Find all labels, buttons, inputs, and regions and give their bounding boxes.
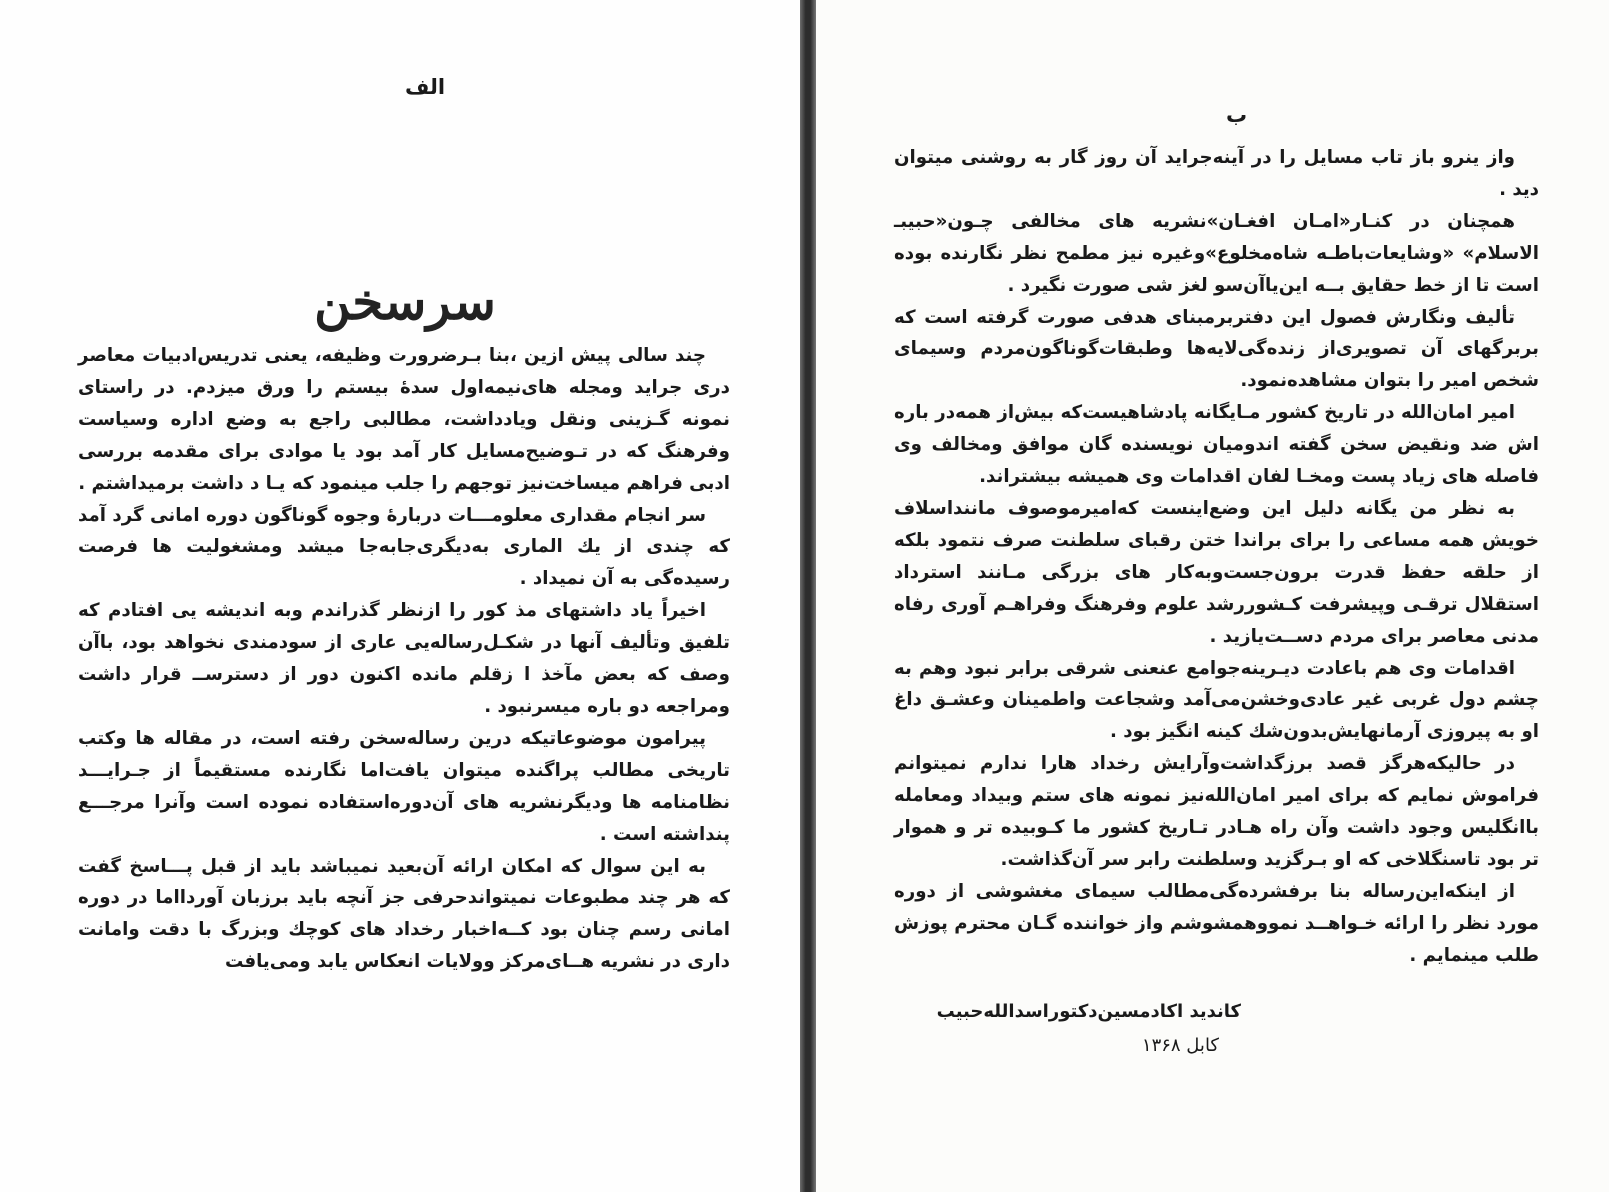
right-page-body <box>894 142 1539 972</box>
paragraph: به نظر من یگانه دلیل این وضع‌اینست که‌امیرموصوف مانند‌اسلاف خویش همه مساعی را برای براندا ختن رقبای سلطنت صرف نتمود بلکه از حلقه حفظ قدرت برون‌جست‌وبه‌کار های بزرگی مـانند استرداد استقلال ترقـی وپیشرفت کـشوررشد علوم وفرهنگ وفراهـم آوری رفاه مدنی معاصر برای مردم دســت‌یازید . <box>894 497 1539 647</box>
left-page-body <box>78 340 730 978</box>
paragraph: در حالیکه‌هرگز قصد برزگداشت‌وآرایش رخداد هارا ندارم نمیتوانم فراموش نمایم که برای امیر امان‌الله‌نیز نمونه های ستم وبیداد ومعامله باانگلیس وجود داشت وآن راه هـادر تـاریخ کشور ما کـوبیده تر و هموار تر بود تاسنگلاخی که او بـرگزید وسلطنت رابر سر آن‌گذاشت. <box>894 753 1539 870</box>
paragraph: تألیف ونگارش فصول این دفتربرمبنای هدفی صورت گرفته است که بربرگهای آن تصویری‌از زنده‌گی‌لایه‌ها وطبقات‌گوناگون‌مردم وسیمای شخص امیر را بتوان مشاهده‌نمود. <box>894 306 1539 392</box>
paragraph: امیر امان‌الله در تاریخ کشور مـایگانه پادشاهیست‌که بیش‌از همه‌در باره اش ضد ونقیض سخن گفته اندومیان نویسنده گان موافق ومخالف وی فاصله های زیاد پست ومخـا لفان اقدامات وی همیشه بیشترا‌ند. <box>894 402 1539 488</box>
paragraph: واز ینرو باز تاب مسایل را در آینه‌جراید آن روز گار به روشنی میتوان دید . <box>894 147 1539 200</box>
paragraph: پیرامون موضوعاتیکه درین رساله‌سخن رفته است، در مقاله ها وکتب تاریخی مطالب پراگنده میتوان یافت‌اما نگارنده مستقیماً از جـرایـــد نظامنامه ها ودیگرنشریه های آن‌دوره‌استفاده نموده است وآنرا مرجـــع پنداشته است . <box>78 727 730 845</box>
book-gutter <box>800 0 816 1192</box>
author-name: کاندید اکادمسین‌دکتوراسدالله‌حبیب <box>936 1001 1241 1022</box>
paragraph: سر انجام مقداری معلومـــات دربارهٔ وجوه گوناگون دوره امانی گرد آمد که چندی از یك الماری به‌دیگری‌جابه‌جا میشد ومشغولیت ها فرصت رسیده‌گی به آن نمیداد . <box>78 504 730 590</box>
left-page <box>0 0 800 1192</box>
right-page <box>816 0 1609 1192</box>
paragraph: اخیراً یاد داشتهای مذ کور را ازنظر گذراندم وبه اندیشه یی افتادم که تلفیق وتألیف آنها در شکـل‌رساله‌یی عاری از سودمندی نخواهد بود، باآن وصف که بعض مآخذ ا زقلم مانده اکنون دور از دسترســ قرار داشت ومراجعه دو باره میسرنبود . <box>78 600 730 717</box>
page-letter-left: الف <box>405 75 446 99</box>
paragraph: همچنان در کنـار‌«امـان افغـان»نشریه های مخالفی چـون«حبیبـ الاسلام» «وشایعات‌باطـه شاه‌مخلوع»وغیره نیز مطمح نظر نگارنده بوده است تا از خط حقایق بــه این‌یاآن‌سو لغز شی صورت نگیرد . <box>894 210 1539 296</box>
author-signature <box>916 995 1241 1063</box>
paragraph: به این سوال که امکان ارائه آن‌بعید نمیباشد باید از قبل پـــاسخ گفت که هر چند مطبوعات نمیتواند‌حرفی جز آنچه باید برزبان آوردااما در دوره امانی رسم چنان بود کــه‌اخبار رخداد های کوچك وبزرگ با دقت وامانت داری در نشریه هــای‌مرکز وولایات انعکاس یابد ومی‌یافت <box>78 855 730 973</box>
page-heading: سرسخن <box>314 272 496 331</box>
place-date: کابل ۱۳۶۸ <box>1141 1035 1219 1056</box>
paragraph: از اینکه‌این‌رساله بنا برفشرده‌گی‌مطالب سیمای مغشوشی از دوره مورد نظر را ارائه خـواهــد نمووهمشوشم واز خواننده گـان محترم پوزش طلب مینمایم . <box>894 880 1539 966</box>
paragraph: اقدامات وی هم باعادت دیـرینه‌جوامع عنعنی شرقی برابر نبود وهم به چشم دول غربی غیر عادی‌وخشن‌می‌آمد وشجاعت واطمینان وعشـق داغ او به پیروزی آرمانهایش‌بدون‌شك کینه انگیز بود . <box>894 657 1539 743</box>
paragraph: چند سالی پیش ازین ،بنا بـرضرورت وظیفه، یعنی تدریس‌ادبیات معاصر دری جراید ومجله های‌نیمه‌اول سدهٔ بیستم را ورق میزدم. در راستای نمونه گـزینی ونقل ویادداشت، مطالبی راجع به وضع اداره وسیاست وفرهنگ که در تـوضیح‌مسایل کار آمد بود یا موادی برای مقدمه بررسی ادبی فراهم میساخت‌نیز توجهم را جلب مینمود که یـا د داشت برمیداشتم . <box>78 345 730 494</box>
page-letter-right: ب <box>1226 103 1248 127</box>
